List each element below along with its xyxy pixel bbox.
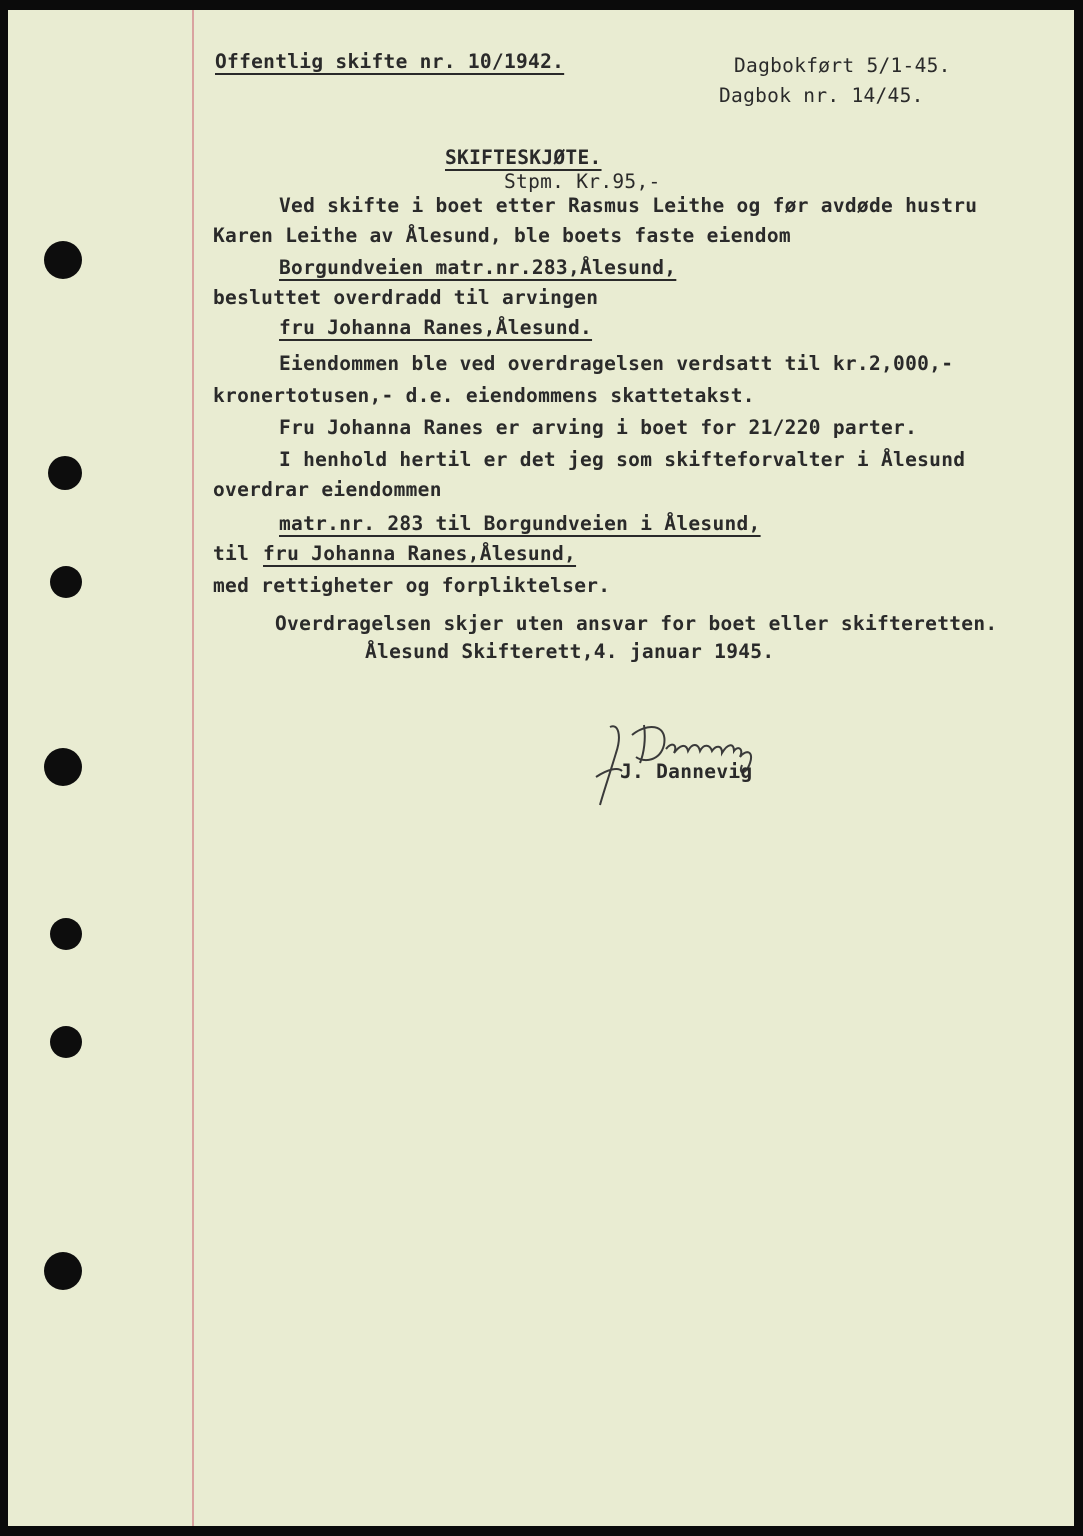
text-line: I henhold hertil er det jeg som skifteforvalter i Ålesund [279, 448, 966, 471]
punch-hole [44, 748, 82, 786]
journal-number: Dagbok nr. 14/45. [719, 84, 924, 107]
heir-name: fru Johanna Ranes,Ålesund. [279, 316, 593, 339]
document-title: SKIFTESKJØTE. [445, 146, 602, 169]
text-line: overdrar eiendommen [213, 478, 442, 501]
journal-date: Dagbokført 5/1-45. [734, 54, 951, 77]
heir-name-2: fru Johanna Ranes,Ålesund, [263, 542, 577, 565]
text-line: til [213, 542, 250, 565]
document-page [8, 10, 1074, 1526]
punch-hole [50, 1026, 82, 1058]
punch-hole [44, 241, 82, 279]
typed-signature: J. Dannevig [620, 760, 753, 783]
text-line: med rettigheter og forpliktelser. [213, 574, 611, 597]
text-line: Overdragelsen skjer uten ansvar for boet eller skifteretten. [275, 612, 998, 635]
punch-hole [44, 1252, 82, 1290]
margin-line [192, 10, 194, 1526]
text-line: Karen Leithe av Ålesund, ble boets faste eiendom [213, 224, 791, 247]
punch-hole [48, 456, 82, 490]
stamp-fee: Stpm. Kr.95,- [504, 170, 661, 193]
property-reference: matr.nr. 283 til Borgundveien i Ålesund, [279, 512, 761, 535]
text-line: Eiendommen ble ved overdragelsen verdsatt til kr.2,000,- [279, 352, 954, 375]
text-line: Ved skifte i boet etter Rasmus Leithe og før avdøde hustru [279, 194, 978, 217]
place-date: Ålesund Skifterett,4. januar 1945. [365, 640, 775, 663]
text-line: besluttet overdradd til arvingen [213, 286, 599, 309]
property-address: Borgundveien matr.nr.283,Ålesund, [279, 256, 677, 279]
punch-hole [50, 566, 82, 598]
text-line: Fru Johanna Ranes er arving i boet for 21/220 parter. [279, 416, 918, 439]
punch-hole [50, 918, 82, 950]
case-number: Offentlig skifte nr. 10/1942. [215, 50, 565, 73]
text-line: kronertotusen,- d.e. eiendommens skattetakst. [213, 384, 755, 407]
